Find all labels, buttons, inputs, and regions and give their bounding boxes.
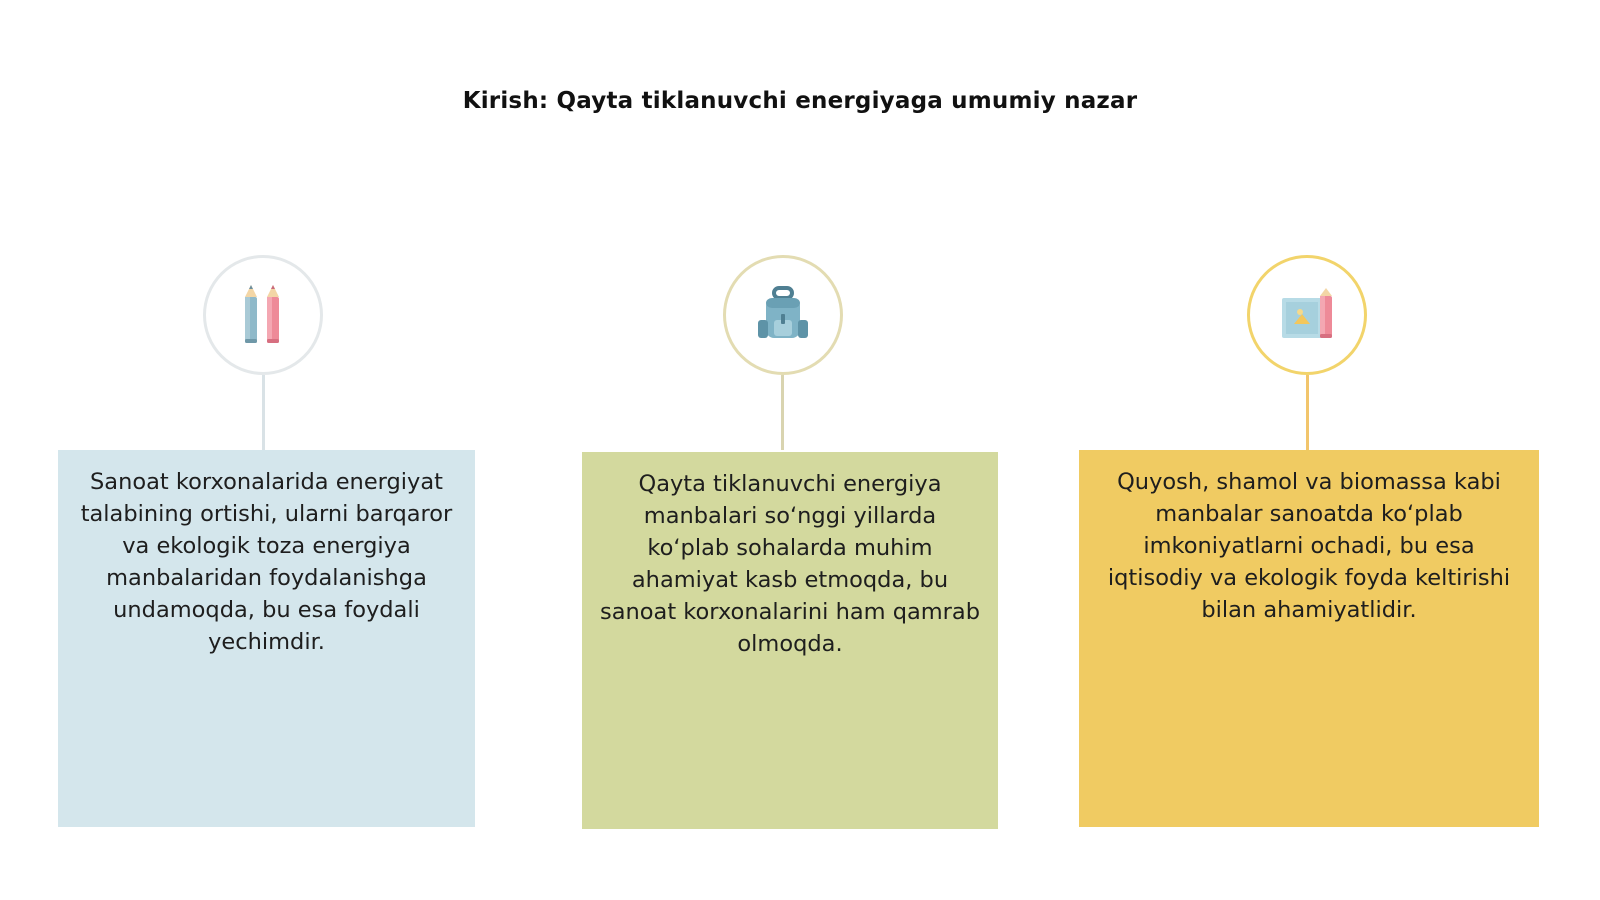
connector-line-2 xyxy=(781,375,784,450)
column-3 xyxy=(1079,0,1539,900)
icon-circle-2 xyxy=(723,255,843,375)
icon-circle-1 xyxy=(203,255,323,375)
backpack-icon xyxy=(752,284,814,346)
card-text-1: Sanoat korxonalarida energiyat talabining ortishi, ularni barqaror va ekologik toza energiya manbalaridan foydalanishga undamoqda, bu esa foydali yechimdir. xyxy=(80,469,453,655)
column-1 xyxy=(58,0,475,900)
column-2 xyxy=(582,0,998,900)
connector-line-1 xyxy=(262,375,265,450)
pencils-icon xyxy=(233,283,293,347)
icon-circle-3 xyxy=(1247,255,1367,375)
card-text-3: Quyosh, shamol va biomassa kabi manbalar sanoatda ko‘plab imkoniyatlarni ochadi, bu esa iqtisodiy va ekologik foyda keltirishi bilan ahamiyatlidir. xyxy=(1107,469,1511,623)
drawing-paper-icon xyxy=(1276,284,1338,346)
info-card-3 xyxy=(1079,450,1539,827)
slide-title: Kirish: Qayta tiklanuvchi energiyaga umumiy nazar xyxy=(462,88,1138,114)
card-text-2: Qayta tiklanuvchi energiya manbalari so‘nggi yillarda ko‘plab sohalarda muhim ahamiyat kasb etmoqda, bu sanoat korxonalarini ham qamrab olmoqda. xyxy=(600,471,981,657)
info-card-1 xyxy=(58,450,475,827)
connector-line-3 xyxy=(1306,375,1309,450)
info-card-2 xyxy=(582,452,998,829)
